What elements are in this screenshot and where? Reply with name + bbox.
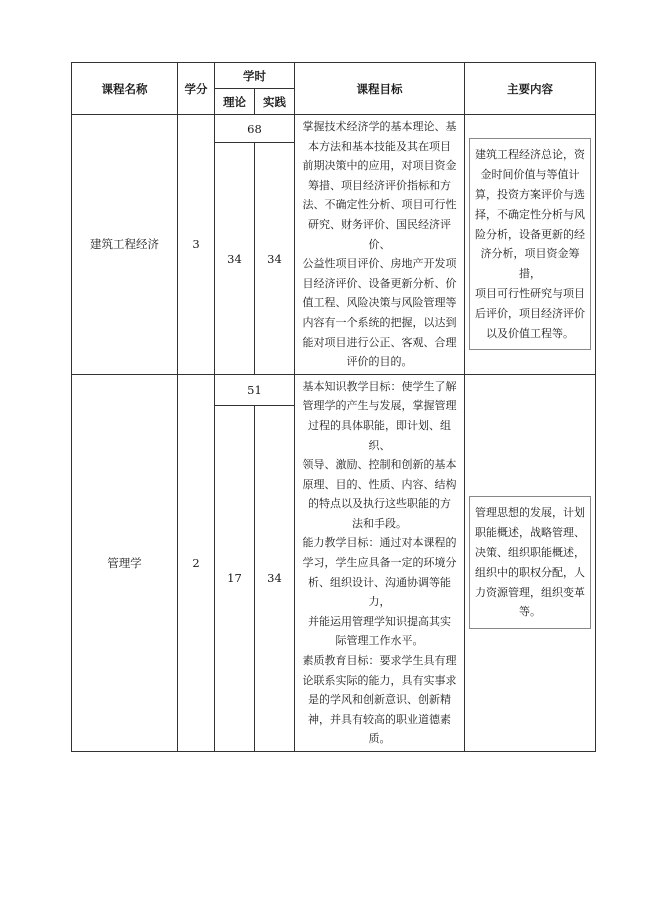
- course-name: 管理学: [72, 374, 178, 751]
- content-line: 以及价值工程等。: [486, 326, 574, 340]
- objective-line: 领导、激励、控制和创新的基本: [302, 458, 457, 472]
- content-line: 建筑工程经济总论，资: [475, 148, 585, 162]
- objective-line: 研究、财务评价、国民经济评价、: [308, 217, 451, 251]
- content-line: 后评价，项目经济评价: [475, 306, 585, 320]
- course-table: [71, 62, 596, 752]
- objective-line: 是的学风和创新意识、创新精: [308, 693, 451, 707]
- header-content: 主要内容: [465, 63, 596, 115]
- objective-line: 过程的具体职能，即计划、组织、: [308, 418, 451, 452]
- objective-line: 析、组织设计、沟通协调等能力，: [308, 575, 451, 609]
- objective-line: 本方法和基本技能及其在项目: [308, 139, 451, 153]
- content-line: 职能概述，战略管理、: [475, 526, 585, 540]
- objective-line: 并能运用管理学知识提高其实: [308, 614, 451, 628]
- objective-line: 公益性项目评价、房地产开发项: [302, 257, 457, 271]
- objective-line: 的特点以及执行这些职能的方: [308, 497, 451, 511]
- objective-line: 素质教育目标：要求学生具有理: [302, 654, 457, 668]
- course-content: [465, 374, 596, 751]
- objective-line: 学习，学生应具备一定的环境分: [302, 556, 457, 570]
- objective-line: 法和手段。: [352, 516, 407, 530]
- objective-line: 际管理工作水平。: [335, 634, 424, 648]
- course-credits: 2: [178, 374, 215, 751]
- header-course-name: 课程名称: [72, 63, 178, 115]
- content-line: 组织中的职权分配，人: [475, 565, 585, 579]
- course-content: [465, 115, 596, 375]
- course-objective: [295, 115, 465, 375]
- practice-hours: 34: [255, 405, 295, 751]
- content-box: [469, 138, 591, 350]
- objective-line: 筹措、项目经济评价指标和方: [308, 178, 451, 192]
- course-objective: [295, 374, 465, 751]
- header-credits: 学分: [178, 63, 215, 115]
- objective-line: 法、不确定性分析、项目可行性: [302, 198, 457, 212]
- content-line: 险分析，设备更新的经: [475, 227, 585, 241]
- objective-line: 目经济评价、设备更新分析、价: [302, 276, 457, 290]
- objective-line: 内容有一个系统的把握，以达到: [302, 315, 457, 329]
- practice-hours: 34: [255, 143, 295, 374]
- header-objective: 课程目标: [295, 63, 465, 115]
- content-line: 算，投资方案评价与选: [475, 187, 585, 201]
- course-name: 建筑工程经济: [72, 115, 178, 375]
- content-line: 力资源管理，组织变革: [475, 585, 585, 599]
- objective-line: 评价的目的。: [346, 355, 413, 369]
- content-line: 等。: [519, 605, 541, 619]
- header-theory: 理论: [215, 89, 255, 115]
- objective-line: 掌握技术经济学的基本理论、基: [302, 120, 457, 133]
- total-hours: 68: [215, 115, 295, 143]
- objective-line: 值工程、风险决策与风险管理等: [302, 296, 457, 310]
- content-line: 济分析，项目资金筹措，: [480, 247, 580, 281]
- objective-line: 质。: [368, 732, 391, 746]
- theory-hours: 34: [215, 143, 255, 374]
- header-practice: 实践: [255, 89, 295, 115]
- objective-line: 能对项目进行公正、客观、合理: [302, 335, 457, 349]
- objective-line: 前期决策中的应用，对项目资金: [302, 159, 457, 173]
- objective-line: 基本知识教学目标：使学生了解: [302, 379, 457, 393]
- content-line: 决策、组织职能概述，: [475, 546, 585, 560]
- objective-line: 原理、目的、性质、内容、结构: [302, 477, 457, 491]
- course-credits: 3: [178, 115, 215, 375]
- objective-line: 管理学的产生与发展，掌握管理: [302, 399, 457, 413]
- objective-line: 能力教学目标：通过对本课程的: [302, 536, 457, 550]
- content-line: 择，不确定性分析与风: [475, 207, 585, 221]
- content-line: 金时间价值与等值计: [480, 168, 580, 182]
- objective-line: 论联系实际的能力，具有实事求: [302, 673, 457, 687]
- content-line: 项目可行性研究与项目: [475, 286, 585, 300]
- content-box: [469, 496, 591, 629]
- objective-line: 神，并具有较高的职业道德素: [308, 712, 451, 726]
- content-line: 管理思想的发展，计划: [475, 506, 585, 520]
- header-hours: 学时: [215, 63, 295, 89]
- theory-hours: 17: [215, 405, 255, 751]
- total-hours: 51: [215, 374, 295, 405]
